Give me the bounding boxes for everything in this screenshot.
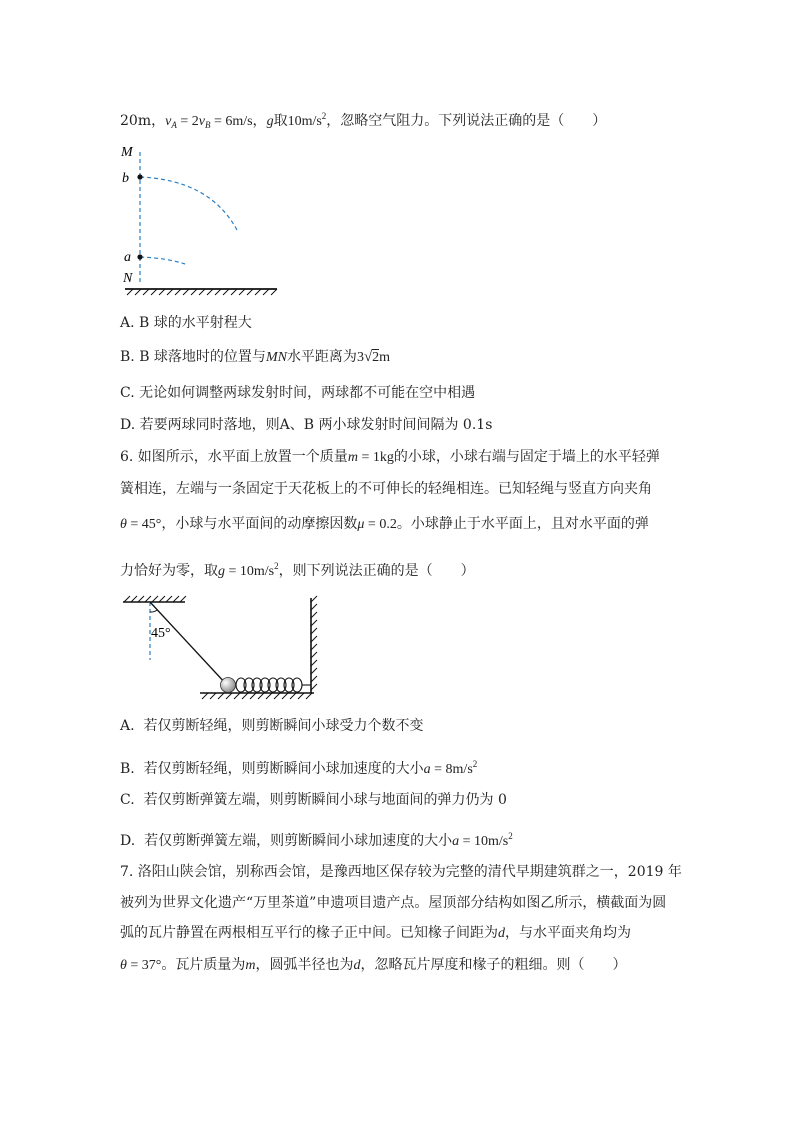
distance-symbol: d	[353, 958, 361, 973]
gravity-value: 10m/s	[287, 114, 322, 129]
stem-text: 弧的瓦片静置在两根相互平行的椽子正中间。已知椽子间距为	[120, 925, 498, 941]
equation-text: = 6m/s，	[210, 114, 267, 129]
mu-symbol: μ	[357, 517, 365, 532]
stem-text: 20m，	[120, 113, 166, 129]
acceleration-symbol: a	[452, 834, 460, 849]
mass-symbol: m	[245, 958, 256, 973]
option-text: C. 无论如何调整两球发射时间，两球都不可能在空中相遇	[120, 385, 476, 401]
stem-text: 7. 洛阳山陕会馆，别称西会馆，是豫西地区保存较为完整的清代早期建筑群之一，2019 年	[120, 864, 682, 880]
superscript: 2	[274, 561, 279, 571]
q6-option-a	[120, 716, 423, 736]
mass-value: = 1kg	[357, 450, 394, 465]
angle-value: = 37°	[126, 958, 162, 973]
subscript: A	[171, 120, 177, 130]
q5-option-a	[120, 313, 252, 333]
ball-a	[137, 254, 142, 259]
superscript: 2	[508, 831, 513, 841]
stem-text: 6. 如图所示，水平面上放置一个质量	[120, 449, 348, 465]
spring-coil	[236, 678, 311, 692]
stem-text: ，圆弧半径也为	[255, 957, 354, 973]
stem-text: 簧相连，左端与一条固定于天花板上的不可伸长的轻绳相连。已知轻绳与竖直方向夹角	[120, 481, 652, 497]
mu-value: = 0.2	[364, 517, 397, 532]
q7-stem-line-4	[120, 955, 627, 976]
gravity-symbol: g	[218, 564, 225, 579]
q6-stem-line-3	[120, 514, 649, 535]
gravity-value: = 10m/s	[225, 564, 275, 579]
option-text: B. 若仅剪断轻绳，则剪断瞬间小球加速度的大小	[120, 761, 424, 777]
stem-text: ，则下列说法正确的是（ ）	[278, 563, 475, 579]
ball	[221, 678, 236, 693]
angle-arc	[150, 610, 157, 612]
angle-value: = 45°	[126, 517, 162, 532]
ceiling-hatching	[124, 596, 186, 602]
q6-spring-rope-figure	[118, 590, 328, 705]
option-text: D. 若仅剪断弹簧左端，则剪断瞬间小球加速度的大小	[120, 833, 453, 849]
distance-symbol: d	[498, 926, 505, 941]
stem-text: 。瓦片质量为	[161, 957, 246, 973]
acceleration-value: = 8m/s	[430, 762, 473, 777]
superscript: 2	[321, 111, 327, 121]
option-text: 水平距离为	[286, 349, 357, 365]
ball-a-trajectory	[140, 257, 185, 264]
q5-option-c	[120, 383, 475, 403]
q5-option-d	[120, 415, 492, 435]
ball-b-trajectory	[140, 177, 237, 230]
superscript: 2	[472, 759, 478, 769]
q6-option-c	[120, 790, 507, 810]
stem-text: 的小球，小球右端与固定于墙上的水平轻弹	[393, 449, 660, 465]
label-b: b	[122, 171, 129, 186]
mass-symbol: m	[347, 450, 358, 465]
stem-text: ，小球与水平面间的动摩擦因数	[161, 516, 358, 532]
q5-projectile-figure	[115, 140, 285, 300]
option-text: A. B 球的水平射程大	[120, 315, 252, 331]
q6-stem-line-2	[120, 479, 652, 499]
subscript: B	[204, 120, 211, 130]
q6-option-d	[120, 826, 513, 852]
gravity-symbol: g	[266, 114, 274, 129]
q6-option-b	[120, 754, 477, 780]
acceleration-symbol: a	[423, 762, 431, 777]
option-text: D. 若要两球同时落地，则A、B 两小球发射时间间隔为 0.1s	[120, 417, 493, 433]
stem-text: ，忽略瓦片厚度和椽子的粗细。则（ ）	[360, 957, 627, 973]
label-a: a	[124, 250, 131, 265]
option-text: A. 若仅剪断轻绳，则剪断瞬间小球受力个数不变	[120, 718, 424, 734]
q7-stem-line-2	[120, 893, 666, 913]
option-text: C. 若仅剪断弹簧左端，则剪断瞬间小球与地面间的弹力仍为 0	[120, 792, 507, 808]
mn-symbol: MN	[265, 350, 287, 365]
unit-text: m	[379, 350, 391, 365]
q5-stem-line	[120, 106, 606, 135]
velocity-symbol: v	[198, 114, 205, 129]
angle-label: 45°	[151, 626, 171, 641]
radicand: 2	[372, 350, 380, 365]
sqrt-sign: √	[363, 349, 373, 365]
wall-hatching	[311, 596, 317, 690]
stem-text: 被列为世界文化遗产“万里茶道”申遗项目遗产点。屋顶部分结构如图乙所示，横截面为圆	[120, 895, 667, 911]
q7-stem-line-3	[120, 923, 631, 944]
stem-text: 力恰好为零，取	[120, 563, 218, 579]
q7-stem-line-1	[120, 862, 682, 882]
q5-option-b	[120, 347, 390, 368]
value-text: 3	[356, 350, 364, 365]
velocity-symbol: v	[165, 114, 172, 129]
stem-text: 。小球静止于水平面上，且对水平面的弹	[396, 516, 649, 532]
theta-symbol: θ	[120, 517, 127, 532]
acceleration-value: = 10m/s	[459, 834, 509, 849]
option-text: B. B 球落地时的位置与	[120, 349, 266, 365]
ball-b	[137, 174, 142, 179]
stem-text: ，忽略空气阻力。下列说法正确的是（ ）	[326, 113, 607, 129]
stem-text: ，与水平面夹角均为	[505, 925, 631, 941]
q6-stem-line-4	[120, 556, 475, 582]
theta-symbol: θ	[120, 958, 127, 973]
label-n: N	[123, 271, 133, 286]
floor-hatching	[202, 693, 312, 699]
rope	[150, 602, 227, 685]
equation-text: = 2	[176, 114, 199, 129]
q6-stem-line-1	[120, 447, 660, 468]
stem-text: 取	[273, 113, 288, 129]
label-m: M	[121, 145, 133, 160]
